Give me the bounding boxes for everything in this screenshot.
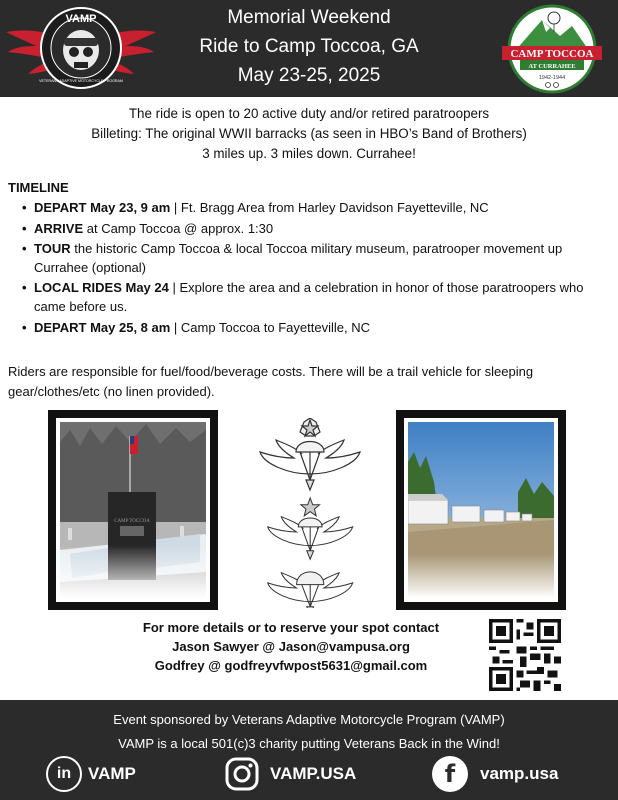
timeline-item-text: at Camp Toccoa @ approx. 1:30 [83, 220, 274, 236]
senior-jump-wings-icon [268, 498, 353, 559]
jump-wings-graphic [258, 418, 362, 608]
linkedin-icon: in [46, 756, 82, 792]
timeline-item [22, 319, 607, 338]
event-title [150, 3, 468, 90]
charity-line: VAMP is a local 501(c)3 charity putting Veterans Back in the Wind! [118, 736, 500, 751]
barracks-photo-frame [396, 410, 566, 610]
intro-block [0, 104, 618, 164]
intro-line-1: The ride is open to 20 active duty and/or retired paratroopers [128, 106, 490, 121]
timeline-list [22, 199, 607, 339]
camp-toccoa-logo [502, 4, 602, 94]
timeline-item [22, 199, 607, 218]
title-line-2: Ride to Camp Toccoa, GA [199, 36, 419, 57]
linkedin-link[interactable] [46, 754, 136, 794]
camp-logo-name: CAMP TOCCOA [510, 48, 594, 60]
vamp-logo-ring-text: VETERANS ADAPTIVE MOTORCYCLE PROGRAM [39, 79, 123, 83]
vamp-logo-text: VAMP [65, 13, 97, 25]
contact-line-2: Jason Sawyer @ Jason@vampusa.org [172, 639, 410, 654]
timeline-item-bold: TOUR [34, 241, 71, 257]
timeline-item-bold: DEPART May 23, 9 am [34, 200, 171, 215]
camp-logo-years: 1942-1944 [538, 75, 566, 81]
timeline-item-text: the historic Camp Toccoa & local Toccoa military museum, paratrooper movement up Currahee (optional) [34, 241, 563, 275]
intro-line-3: 3 miles up. 3 miles down. Currahee! [202, 146, 416, 161]
riders-note: Riders are responsible for fuel/food/beverage costs. There will be a trail vehicle for sleeping gear/clothes/etc (no linen provided). [8, 364, 534, 399]
contact-line-3: Godfrey @ godfreyvfwpost5631@gmail.com [154, 658, 428, 673]
camp-logo-sub: AT CURRAHEE [528, 63, 576, 70]
intro-line-2: Billeting: The original WWII barracks (as seen in HBO’s Band of Brothers) [91, 126, 527, 141]
timeline-item [22, 279, 607, 316]
timeline-item [22, 220, 607, 239]
timeline-item-bold: LOCAL RIDES May 24 [34, 280, 169, 296]
master-jump-wings-icon [260, 418, 360, 490]
memorial-photo [56, 418, 210, 602]
title-line-3: May 23-25, 2025 [237, 65, 381, 86]
instagram-icon [224, 756, 260, 792]
linkedin-label: VAMP [88, 764, 136, 783]
facebook-label: vamp.usa [480, 764, 559, 783]
timeline-item-text: | Camp Toccoa to Fayetteville, NC [170, 319, 370, 335]
facebook-icon: f [432, 756, 468, 792]
timeline-item [22, 240, 607, 277]
qr-code[interactable] [489, 619, 561, 691]
contact-line-1: For more details or to reserve your spot contact [142, 620, 440, 635]
memorial-photo-frame [48, 410, 218, 610]
facebook-link[interactable] [432, 754, 558, 794]
instagram-link[interactable] [224, 754, 356, 794]
timeline-heading: TIMELINE [8, 180, 69, 195]
header-banner [0, 0, 618, 97]
timeline-item-bold: ARRIVE [34, 220, 84, 236]
title-line-1: Memorial Weekend [227, 7, 391, 28]
timeline-item-text: | Explore the area and a celebration in honor of those paratroopers who came before us. [34, 280, 584, 314]
barracks-photo [404, 418, 558, 602]
timeline-item-bold: DEPART May 25, 8 am [34, 319, 171, 335]
vamp-logo [4, 2, 158, 94]
timeline-item-text: | Ft. Bragg Area from Harley Davidson Fayetteville, NC [170, 200, 489, 215]
sponsor-line: Event sponsored by Veterans Adaptive Motorcycle Program (VAMP) [113, 712, 505, 727]
basic-jump-wings-icon [268, 572, 353, 608]
instagram-label: VAMP.USA [270, 764, 357, 783]
contact-block [96, 618, 486, 675]
